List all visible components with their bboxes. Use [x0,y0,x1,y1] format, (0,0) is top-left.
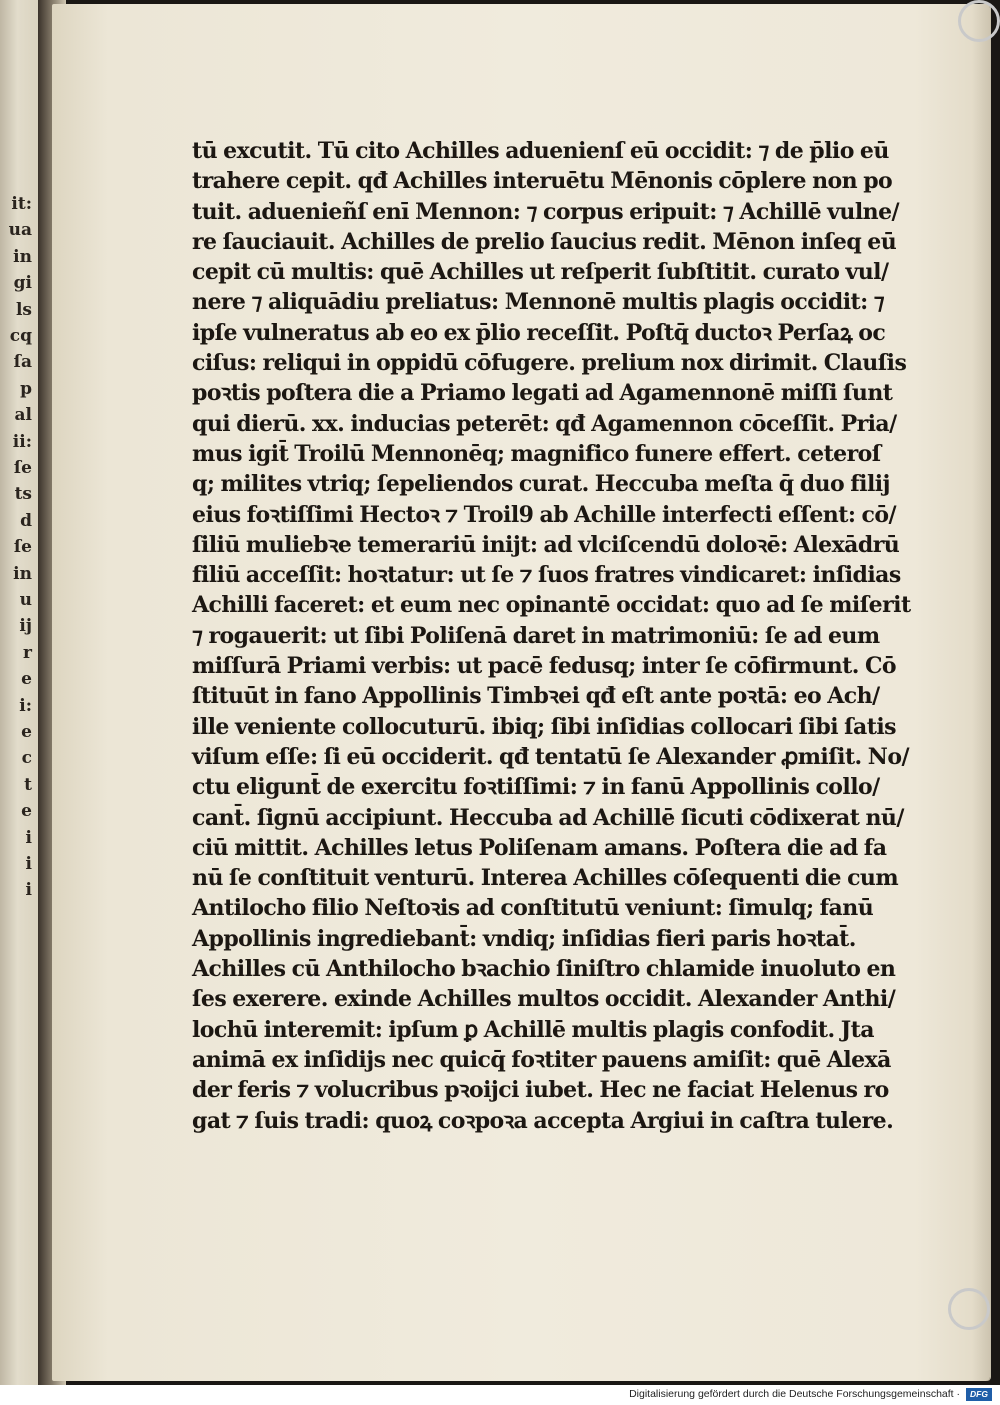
text-line: miſſurā Priami verbis: ut pacē fedusq; inter ſe cōfirmunt. Cō [192,653,897,680]
text-line: ciſus: reliqui in oppidū cōfugere. prelium nox dirimit. Clauſis [192,350,907,377]
text-line: ille veniente collocuturū. ibiq; ſibi inſidias collocari ſibi ſatis [192,713,896,740]
previous-page-fragment: cq [9,326,32,346]
text-line: ciū mittit. Achilles letus Poliſenam amans. Poſtera die ad fa [192,834,887,861]
previous-page-fragment: u [19,590,32,610]
text-line: filiū acceſſit: hoꝛtatur: ut ſe ⁊ ſuos fratres vindicaret: inſidias [192,562,901,589]
previous-page-fragment: ſa [13,352,32,373]
text-line: tū excutit. Tū cito Achilles aduenienſ eū occidit: ⁊ de p̄lio eū [192,138,889,164]
text-line: Achilli faceret: et eum nec opinantē occidat: quo ad ſe miſerit [192,592,911,619]
text-line: re ſauciauit. Achilles de prelio ſaucius redit. Mēnon inſeq eū [192,228,897,255]
previous-page-fragment: r [23,642,32,663]
previous-page-fragment: t [24,774,32,795]
text-line: mus igit̄ Troilū Mennonēq; magnifico funere effert. ceteroſ [192,440,881,467]
previous-page-fragment: ſe [13,537,32,558]
previous-page-fragment: ij [19,616,32,637]
text-line: ſes exerere. exinde Achilles multos occidit. Alexander Anthi/ [192,986,896,1013]
text-line: Achilles cū Anthilocho bꝛachio ſiniſtro chlamide inuoluto en [192,956,896,983]
clip-ring-bottom [948,1288,990,1330]
previous-page-fragment: i [25,827,32,848]
previous-page-fragment: i [25,854,32,874]
previous-page-fragment: i [25,880,32,901]
previous-page-fragment: al [14,405,32,426]
previous-page-fragment: e [21,801,32,822]
text-line: qui dierū. xx. inducias peterēt: qđ Agamennon cōceſſit. Pria/ [192,410,897,437]
text-line: animā ex inſidijs nec quicq̄ foꝛtiter pauens amiſit: quē Alexā [192,1046,891,1073]
previous-page-fragment: it: [11,194,32,214]
previous-page-fragment: in [13,563,32,584]
page-leaf [52,4,990,1381]
text-line: ctu eligunt̄ de exercitu foꝛtiſſimi: ⁊ in fanū Appollinis collo/ [192,774,880,801]
previous-page-fragment: ſe [13,458,32,478]
previous-page-fragment: i: [19,695,32,716]
text-line: lochū interemit: ipſum ꝑ Achillē multis plagis confodit. Jta [192,1016,874,1043]
text-line: Appollinis ingrediebant̄: vndiq; inſidias fieri paris hoꝛtat̄. [192,925,856,952]
text-line: cant̄. ſignū accipiunt. Heccuba ad Achillē ſicuti cōdixerat nū/ [192,804,904,831]
previous-page-fragment: d [20,510,32,531]
previous-page-fragment: gi [13,273,32,294]
previous-page-fragment: e [21,722,32,742]
text-line: cepit cū multis: quē Achilles ut reſperit ſubſtitit. curato vul/ [192,259,889,286]
digitization-credit: Digitalisierung gefördert durch die Deutsche Forschungsgemeinschaft · [629,1388,960,1400]
previous-page-fragment: ua [8,220,32,241]
previous-page-fragment: ii: [12,431,32,452]
text-line: viſum eſſe: ſi eū occiderit. qđ tentatū ſe Alexander ꝓmiſit. No/ [192,743,909,770]
text-line: poꝛtis poſtera die a Priamo legati ad Agamennonē miſſi ſunt [192,380,893,407]
text-line: ſiliū muliebꝛe temerariū inijt: ad vlciſcendū doloꝛē: Alexādrū [192,531,900,558]
text-line: der feris ⁊ volucribus pꝛoijci iubet. Hec ne faciat Helenus ro [192,1077,889,1104]
text-line: ⁊ rogauerit: ut ſibi Poliſenā daret in matrimoniū: ſe ad eum [192,622,880,649]
previous-page-fragment: e [21,669,32,690]
text-line: ipſe vulneratus ab eo ex p̄lio receſſit. Poſtq̄ ductoꝛ Perſaꝝ oc [192,319,886,346]
previous-page-fragment: ls [15,299,32,320]
previous-page-fragment: p [20,378,32,399]
printed-text-block [192,136,911,1136]
text-line: tuit. aduenieñſ enī Mennon: ⁊ corpus eripuit: ⁊ Achillē vulne/ [192,198,900,225]
text-line: trahere cepit. qđ Achilles interuētu Mēnonis cōplere non po [192,168,893,195]
text-line: q; milites vtriq; ſepeliendos curat. Heccuba meſta q̄ duo filij [192,471,890,498]
text-line: gat ⁊ ſuis tradi: quoꝝ coꝛpoꝛa accepta Argiui in caſtra tulere. [192,1107,894,1134]
previous-page-fragment: c [21,748,32,769]
text-line: nū ſe conſtituit venturū. Interea Achilles cōſequenti die cum [192,865,899,892]
text-line: Antilocho filio Neſtoꝛis ad conſtitutū veniunt: ſimulq; fanū [192,895,874,922]
dfg-logo: DFG [966,1388,992,1401]
page-right-edge-shadow [972,4,990,1381]
previous-page-fragment: in [13,246,32,267]
text-line: eius foꝛtiſſimi Hectoꝛ ⁊ Troil9 ab Achille interfecti eſſent: cō/ [192,501,896,528]
text-line: nere ⁊ aliquādiu preliatus: Mennonē multis plagis occidit: ⁊ [192,289,885,316]
text-line: ſtituūt in fano Appollinis Timbꝛei qđ eſt ante poꝛtā: eo Ach/ [192,683,880,710]
clip-ring-top [958,0,1000,42]
previous-page-fragment: ts [14,484,32,505]
